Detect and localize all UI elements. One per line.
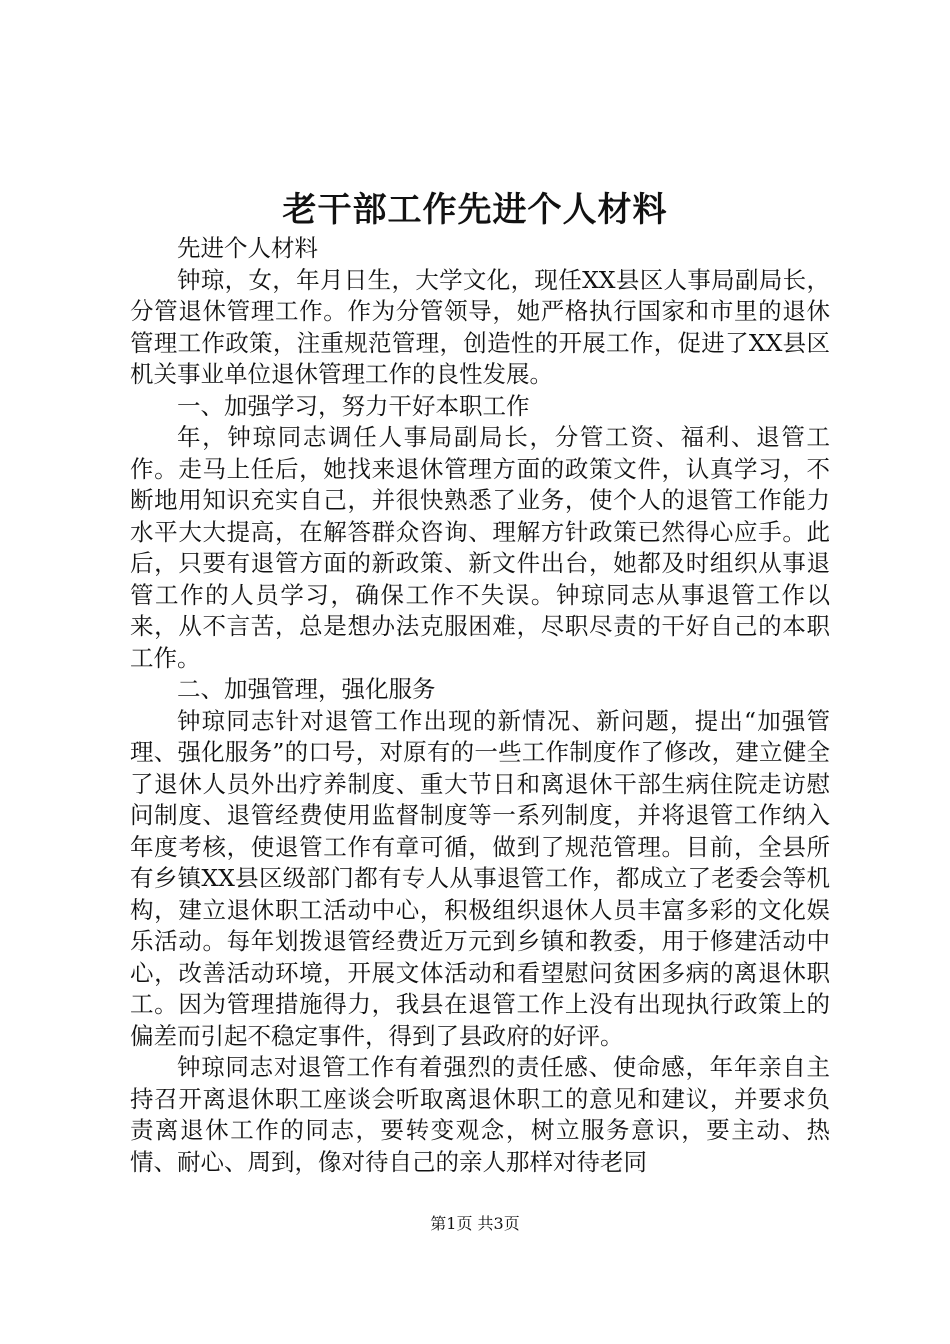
document-body [130,233,830,1178]
document-title: 老干部工作先进个人材料 [282,190,668,230]
paragraph-section-1: 年，钟琼同志调任人事局副局长，分管工资、福利、退管工作。走马上任后，她找来退休管理方面的政策文件，认真学习，不断地用知识充实自己，并很快熟悉了业务，使个人的退管工作能力水平大大提高，在解答群众咨询、理解方针政策已然得心应手。此后，只要有退管方面的新政策、新文件出台，她都及时组织从事退管工作的人员学习，确保工作不失误。钟琼同志从事退管工作以来，从不言苦，总是想办法克服困难，尽职尽责的干好自己的本职工作。 [130,423,830,672]
paragraph-section-2: 钟琼同志针对退管工作出现的新情况、新问题，提出“加强管理、强化服务”的口号，对原有的一些工作制度作了修改，建立健全了退休人员外出疗养制度、重大节日和离退休干部生病住院走访慰问制度、退管经费使用监督制度等一系列制度，并将退管工作纳入年度考核，使退管工作有章可循，做到了规范管理。目前，全县所有乡镇XX县区级部门都有专人从事退管工作，都成立了老委会等机构，建立退休职工活动中心，积极组织退休人员丰富多彩的文化娱乐活动。每年划拨退管经费近万元到乡镇和教委，用于修建活动中心，改善活动环境，开展文体活动和看望慰问贫困多病的离退休职工。因为管理措施得力，我县在退管工作上没有出现执行政策上的偏差而引起不稳定事件，得到了县政府的好评。 [130,706,830,1050]
paragraph-subtitle: 先进个人材料 [177,234,318,262]
section-heading-2: 二、加强管理，强化服务 [177,675,436,703]
section-heading-1: 一、加强学习，努力干好本职工作 [177,391,530,420]
paragraph-section-2-continued: 钟琼同志对退管工作有着强烈的责任感、使命感，年年亲自主持召开离退休职工座谈会听取离退休职工的意见和建议，并要求负责离退休工作的同志，要转变观念，树立服务意识，要主动、热情、耐心、周到，像对待自己的亲人那样对待老同 [130,1053,830,1176]
page-number-footer: 第1页 共3页 [430,1214,520,1233]
paragraph-intro: 钟琼，女，年月日生，大学文化，现任XX县区人事局副局长，分管退休管理工作。作为分管领导，她严格执行国家和市里的退休管理工作政策，注重规范管理，创造性的开展工作，促进了XX县区机关事业单位退休管理工作的良性发展。 [130,265,830,388]
